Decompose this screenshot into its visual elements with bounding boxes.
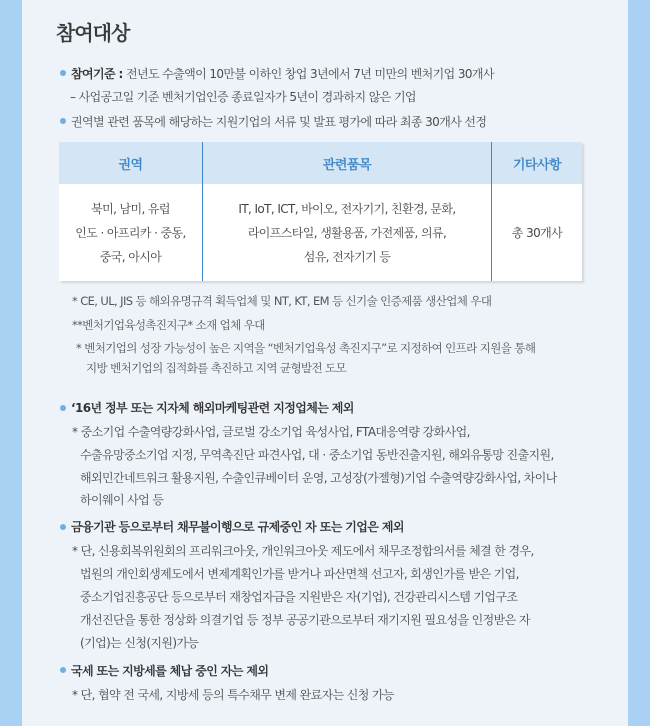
exclusion1-line: 하이웨이 사업 등: [80, 493, 164, 507]
exclusion2-line: 개선진단을 통한 정상화 의결기업 등 정부 공공기관으로부터 재기지원 필요성을 인정받은 자: [80, 613, 530, 627]
exclusion2-line: * 단, 신용회복위원회의 프리워크아웃, 개인워크아웃 제도에서 채무조정합의서를 체결 한 경우,: [72, 544, 534, 558]
exclusion2-line: (기업)는 신청(지원)가능: [80, 636, 199, 650]
region-table: [59, 142, 582, 281]
region-line: 북미, 남미, 유럽: [91, 201, 170, 216]
bullet-icon: [60, 70, 66, 76]
header-region: 권역: [59, 142, 203, 184]
header-items: 관련품목: [203, 142, 492, 184]
region-line: 인도 · 아프리카 · 중동,: [75, 225, 186, 240]
exclusion2-line: 중소기업진흥공단 등으로부터 재창업자금을 지원받은 자(기업), 건강관리시스템 기업구조: [80, 590, 518, 604]
requirement-sub: – 사업공고일 기준 벤처기업인증 종료일자가 5년이 경과하지 않은 기업: [70, 90, 416, 104]
exclusion2-line: 법원의 개인회생제도에서 변제계획인가를 받거나 파산면책 선고자, 회생인가를 받은 기업,: [80, 567, 519, 581]
section-title: 참여대상: [56, 21, 130, 45]
note-line: * 벤처기업의 성장 가능성이 높은 지역을 “벤처기업육성 촉진지구”로 지정하여 인프라 지원을 통해: [76, 341, 536, 355]
exclusion1-line: 해외민간네트워크 활용지원, 수출인큐베이터 운영, 고성장(가젤형)기업 수출역량강화사업, 차이나: [80, 471, 557, 485]
table-row: [59, 184, 582, 281]
exclusion1-line: 수출유망중소기업 지정, 무역촉진단 파견사업, 대 · 중소기업 동반진출지원, 해외유통망 진출지원,: [80, 448, 554, 462]
items-cell: [203, 184, 492, 281]
note-line: **벤처기업육성촉진지구* 소재 업체 우대: [72, 318, 265, 332]
exclusion3-line: * 단, 협약 전 국세, 지방세 등의 특수채무 변제 완료자는 신청 가능: [72, 688, 394, 702]
region-cell: [59, 184, 203, 281]
items-line: 섬유, 전자기기 등: [303, 249, 391, 264]
requirement-line: [71, 65, 494, 82]
etc-cell: 총 30개사: [511, 225, 563, 240]
bullet-icon: [60, 667, 66, 673]
note-line: * CE, UL, JIS 등 해외유명규격 획득업체 및 NT, KT, EM 등 신기술 인증제품 생산업체 우대: [72, 294, 492, 308]
bullet-icon: [60, 405, 66, 411]
exclusion3-title: 국세 또는 지방세를 체납 중인 자는 제외: [71, 664, 269, 678]
exclusion1-line: * 중소기업 수출역량강화사업, 글로벌 강소기업 육성사업, FTA대응역량 강화사업,: [72, 425, 470, 439]
selection-text: 권역별 관련 품목에 해당하는 지원기업의 서류 및 발표 평가에 따라 최종 30개사 선정: [71, 115, 487, 129]
exclusion1-title: ‘16년 정부 또는 지자체 해외마케팅관련 지정업체는 제외: [71, 401, 354, 415]
bullet-icon: [60, 118, 66, 124]
note-line: 지방 벤처기업의 집적화를 촉진하고 지역 균형발전 도모: [86, 361, 347, 375]
table-header-row: [59, 142, 582, 184]
items-line: 라이프스타일, 생활용품, 가전제품, 의류,: [247, 225, 447, 240]
requirement-text: 전년도 수출액이 10만불 이하인 창업 3년에서 7년 미만의 벤처기업 30개사: [125, 67, 494, 81]
bullet-icon: [60, 524, 66, 530]
exclusion2-title: 금융기관 등으로부터 채무불이행으로 규제중인 자 또는 기업은 제외: [71, 520, 404, 534]
items-line: IT, IoT, ICT, 바이오, 전자기기, 친환경, 문화,: [238, 201, 456, 216]
header-etc: 기타사항: [492, 142, 583, 184]
content-panel: [22, 0, 628, 726]
requirement-label: 참여기준 :: [71, 67, 123, 81]
region-line: 중국, 아시아: [99, 249, 162, 264]
